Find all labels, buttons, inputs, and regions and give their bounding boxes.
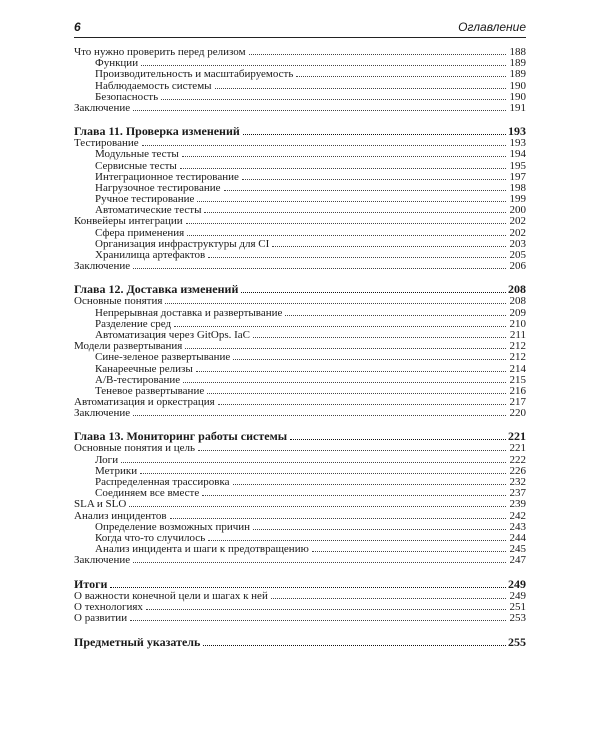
toc-entry-page: 195 — [509, 159, 526, 172]
toc-entry-title: Когда что-то случилось — [95, 531, 206, 544]
toc-entry-page: 212 — [509, 351, 526, 364]
toc-entry-title: Распределенная трассировка — [95, 476, 230, 488]
toc-entry-page: 214 — [509, 362, 526, 375]
dot-leader — [141, 64, 506, 66]
toc-entry-page: 189 — [509, 68, 526, 81]
toc-entry-title: Тестирование — [74, 137, 139, 150]
toc-entry[interactable] — [74, 161, 526, 172]
toc-entry-page: 221 — [508, 429, 526, 444]
dot-leader — [133, 561, 506, 563]
toc-entry-title: Хранилища артефактов — [95, 249, 206, 261]
toc-entry-title: Ручное тестирование — [95, 193, 195, 206]
toc-entry-page: 194 — [509, 148, 526, 161]
dot-leader — [249, 53, 506, 55]
toc-entry-page: 190 — [509, 90, 526, 103]
toc-entry-page: 243 — [509, 520, 526, 533]
toc-entry-title: Глава 13. Мониторинг работы системы — [74, 429, 288, 444]
dot-leader — [253, 336, 506, 338]
toc-entry-page: 215 — [509, 373, 526, 386]
toc-entry-title: Организация инфраструктуры для CI — [95, 237, 270, 250]
toc-entry-title: Логи — [95, 453, 119, 466]
dot-leader — [233, 483, 506, 485]
toc-entry-title: Основные понятия — [74, 295, 163, 308]
toc-entry-page: 239 — [509, 498, 526, 511]
dot-leader — [146, 608, 506, 610]
toc-entry-page: 193 — [508, 124, 526, 139]
toc-entry-page: 208 — [509, 295, 526, 308]
dot-leader — [204, 211, 506, 213]
toc-entry-page: 253 — [509, 611, 526, 624]
toc-entry-page: 244 — [509, 531, 526, 544]
dot-leader — [290, 438, 506, 440]
toc-entry[interactable] — [74, 149, 526, 160]
dot-leader — [133, 109, 506, 111]
toc-entry-page: 232 — [509, 476, 526, 488]
toc-chapter-entry[interactable] — [74, 636, 526, 649]
toc-entry-page: 242 — [509, 509, 526, 522]
dot-leader — [242, 178, 506, 180]
toc-entry-title: Заключение — [74, 554, 131, 567]
dot-leader — [243, 133, 506, 135]
toc-entry-page: 203 — [509, 237, 526, 250]
dot-leader — [130, 619, 506, 621]
toc-entry-title: О развитии — [74, 611, 128, 624]
dot-leader — [142, 144, 506, 146]
toc-entry[interactable] — [74, 544, 526, 555]
page-header — [74, 18, 526, 36]
toc-entry-page: 198 — [509, 181, 526, 194]
toc-entry[interactable] — [74, 261, 526, 272]
toc-entry[interactable] — [74, 408, 526, 419]
dot-leader — [208, 256, 506, 258]
toc-entry[interactable] — [74, 92, 526, 103]
toc-entry-title: Непрерывная доставка и развертывание — [95, 306, 283, 319]
dot-leader — [203, 644, 506, 646]
toc-entry-page: 197 — [509, 170, 526, 183]
toc-entry-page: 190 — [509, 79, 526, 92]
toc-entry[interactable] — [74, 443, 526, 454]
dot-leader — [241, 291, 506, 293]
toc-entry-page: 212 — [509, 340, 526, 353]
toc-entry[interactable] — [74, 397, 526, 408]
dot-leader — [110, 586, 506, 588]
toc-entry-title: Заключение — [74, 101, 131, 114]
toc-entry-page: 202 — [509, 226, 526, 239]
toc-entry-title: Определение возможных причин — [95, 520, 251, 533]
dot-leader — [271, 597, 506, 599]
toc-entry[interactable] — [74, 455, 526, 466]
toc-entry-title: Теневое развертывание — [95, 384, 205, 397]
dot-leader — [133, 414, 506, 416]
toc-entry-page: 188 — [509, 46, 526, 58]
dot-leader — [224, 189, 506, 191]
toc-entry-page: 251 — [509, 600, 526, 613]
toc-entry-page: 200 — [509, 204, 526, 217]
toc-entry-title: Безопасность — [95, 90, 159, 103]
toc-entry-title: Заключение — [74, 407, 131, 420]
table-of-contents — [74, 47, 526, 649]
toc-entry-title: Автоматизация и оркестрация — [74, 396, 215, 409]
toc-entry-page: 220 — [509, 407, 526, 420]
dot-leader — [197, 200, 506, 202]
page-number: 6 — [74, 20, 81, 34]
toc-entry-title: Сине-зеленое развертывание — [95, 351, 231, 364]
dot-leader — [180, 167, 506, 169]
toc-chapter-entry[interactable] — [74, 578, 526, 591]
toc-entry[interactable] — [74, 591, 526, 602]
toc-entry-page: 210 — [509, 317, 526, 330]
toc-entry[interactable] — [74, 352, 526, 363]
toc-entry-title: Автоматические тесты — [95, 204, 202, 217]
toc-entry-title: Анализ инцидента и шаги к предотвращению — [95, 543, 309, 556]
dot-leader — [185, 347, 506, 349]
dot-leader — [233, 358, 506, 360]
toc-entry-title: О важности конечной цели и шагах к ней — [74, 589, 268, 602]
dot-leader — [170, 517, 506, 519]
toc-entry[interactable] — [74, 364, 526, 375]
dot-leader — [198, 449, 506, 451]
toc-entry-title: Канареечные релизы — [95, 362, 193, 375]
dot-leader — [121, 461, 506, 463]
toc-entry[interactable] — [74, 488, 526, 499]
toc-entry-title: Сервисные тесты — [95, 159, 177, 172]
toc-entry-title: SLA и SLO — [74, 498, 127, 511]
dot-leader — [215, 87, 506, 89]
toc-entry-title: Предметный указатель — [74, 635, 201, 650]
toc-entry-page: 255 — [508, 635, 526, 650]
toc-entry[interactable] — [74, 602, 526, 613]
dot-leader — [312, 550, 506, 552]
section-gap — [74, 567, 526, 578]
dot-leader — [207, 392, 506, 394]
toc-entry[interactable] — [74, 555, 526, 566]
toc-entry-title: Нагрузочное тестирование — [95, 181, 221, 194]
toc-entry-title: Автоматизация через GitOps. IaC — [95, 328, 250, 341]
toc-entry-page: 209 — [509, 306, 526, 319]
dot-leader — [196, 370, 506, 372]
toc-entry-title: Глава 12. Доставка изменений — [74, 282, 239, 297]
toc-entry-title: Анализ инцидентов — [74, 509, 167, 522]
toc-entry[interactable] — [74, 216, 526, 227]
toc-entry-title: Разделение сред — [95, 317, 172, 330]
dot-leader — [174, 325, 506, 327]
dot-leader — [272, 245, 506, 247]
toc-entry-page: 189 — [509, 57, 526, 70]
dot-leader — [296, 75, 506, 77]
toc-entry-page: 199 — [509, 193, 526, 206]
toc-entry-title: Интеграционное тестирование — [95, 170, 239, 183]
toc-entry-page: 208 — [508, 282, 526, 297]
toc-entry-page: 217 — [509, 396, 526, 409]
toc-entry-page: 205 — [509, 249, 526, 261]
dot-leader — [165, 302, 506, 304]
toc-entry[interactable] — [74, 250, 526, 261]
toc-entry-page: 222 — [509, 453, 526, 466]
dot-leader — [202, 494, 506, 496]
toc-entry-page: 202 — [509, 215, 526, 228]
toc-entry-page: 193 — [509, 137, 526, 150]
toc-entry-page: 237 — [509, 487, 526, 500]
dot-leader — [187, 234, 506, 236]
toc-entry-title: Конвейеры интеграции — [74, 215, 183, 228]
toc-entry[interactable] — [74, 103, 526, 114]
toc-entry[interactable] — [74, 499, 526, 510]
toc-entry-page: 247 — [509, 554, 526, 567]
toc-entry-title: Функции — [95, 57, 139, 70]
toc-entry-page: 211 — [509, 328, 526, 341]
dot-leader — [182, 155, 506, 157]
toc-entry-page: 216 — [509, 384, 526, 397]
toc-entry-title: Производительность и масштабируемость — [95, 68, 294, 81]
toc-entry-title: Заключение — [74, 260, 131, 273]
toc-entry-title: Метрики — [95, 464, 138, 477]
toc-entry[interactable] — [74, 47, 526, 58]
dot-leader — [129, 505, 506, 507]
toc-entry-title: Сфера применения — [95, 226, 185, 239]
dot-leader — [183, 381, 506, 383]
toc-entry-title: Что нужно проверить перед релизом — [74, 46, 246, 58]
toc-entry[interactable] — [74, 69, 526, 80]
toc-entry-page: 206 — [509, 260, 526, 273]
toc-entry-page: 191 — [509, 101, 526, 114]
toc-entry-page: 249 — [508, 576, 526, 591]
dot-leader — [285, 314, 506, 316]
toc-entry-title: Соединяем все вместе — [95, 487, 200, 500]
toc-entry-title: Итоги — [74, 576, 108, 591]
dot-leader — [208, 539, 506, 541]
toc-entry-title: Наблюдаемость системы — [95, 79, 212, 92]
toc-entry-page: 245 — [509, 543, 526, 556]
toc-entry[interactable] — [74, 613, 526, 624]
toc-entry-title: A/B-тестирование — [95, 373, 181, 386]
toc-entry-page: 226 — [509, 464, 526, 477]
header-rule — [74, 37, 526, 38]
toc-entry-page: 249 — [509, 589, 526, 602]
dot-leader — [218, 403, 506, 405]
toc-entry-title: Модульные тесты — [95, 148, 179, 161]
toc-chapter-entry[interactable] — [74, 125, 526, 138]
dot-leader — [186, 222, 506, 224]
dot-leader — [253, 528, 506, 530]
dot-leader — [140, 472, 506, 474]
toc-entry-page: 221 — [509, 442, 526, 455]
toc-entry[interactable] — [74, 296, 526, 307]
toc-entry-title: Основные понятия и цель — [74, 442, 196, 455]
toc-entry-title: Глава 11. Проверка изменений — [74, 124, 240, 139]
toc-entry-title: О технологиях — [74, 600, 143, 613]
toc-entry-title: Модели развертывания — [74, 340, 183, 353]
dot-leader — [161, 98, 506, 100]
dot-leader — [133, 267, 506, 269]
running-title: Оглавление — [458, 20, 526, 34]
